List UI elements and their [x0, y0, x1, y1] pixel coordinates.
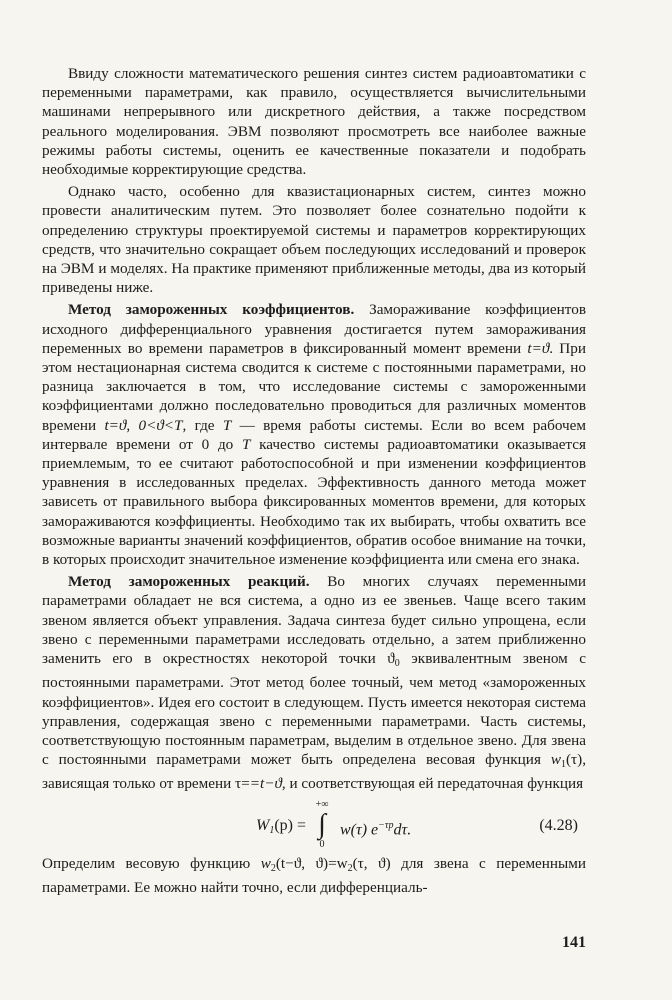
math-symbol: W [256, 816, 270, 834]
text-span: эквивалентным звеном с постоянными параметрами. Этот метод более точный, чем метод «замороженных коэффициентов». Идея его состоит в следующем. Пусть имеется некоторая система управления, содержащая звено с переменными параметрами. Часть системы, соответствующую постоянным параметрам, выделим в отдельное звено. Для звена с постоянными параметрами может быть определена весовая функция [42, 650, 586, 769]
paragraph-4 [42, 572, 586, 793]
paragraph-5 [42, 854, 586, 897]
text-span: (τ, ϑ) для звена с переменными параметрами. Ее можно найти точно, если дифференциаль- [42, 854, 586, 896]
text-span: (t−ϑ, ϑ)=w [275, 854, 348, 872]
math-symbol: (p) = [274, 816, 307, 834]
formula-integrand [340, 816, 411, 840]
math-symbol: w(τ) e [340, 820, 379, 838]
math-inline: T [222, 416, 232, 434]
formula-lhs [256, 816, 306, 840]
math-symbol: dτ. [393, 820, 412, 838]
body-text [42, 64, 586, 897]
paragraph-1: Ввиду сложности математического решения синтез систем радиоавтоматики с переменными параметрами, как правило, осуществляется вычислительными машинами непрерывного или дискретного действия, а также посредством реального моделирования. ЭВМ позволяют просмотреть все наиболее важные режимы работы системы, оценить ее качественные показатели и подобрать необходимые корректирующие средства. [42, 65, 586, 179]
subscript: 0 [394, 658, 400, 670]
text-span: (τ), зависящая только от времени τ= [42, 751, 586, 793]
subscript: 1 [269, 824, 275, 836]
subscript: 2 [347, 862, 353, 874]
math-inline: 0<ϑ<T [138, 416, 183, 434]
text-span: Во многих случаях переменными параметрами обладает не вся система, а одно из ее звеньев. Чаще всего таким звеном является объект управления. Задача синтеза будет сильно упрощена, если звено с переменными параметрами исследовать отдельно, а затем приближенно заменить его в окрестностях некоторой точки ϑ [42, 573, 586, 668]
text-span: Замораживание коэффициентов исходного дифференциального уравнения достигается путем замораживания переменных во времени параметров в фиксированный момент времени [42, 301, 586, 357]
math-inline: t=ϑ [104, 416, 127, 434]
lower-limit: 0 [319, 838, 325, 850]
equation-4-28 [42, 796, 586, 852]
text-span: , [126, 416, 139, 434]
text-span: , где [182, 416, 223, 434]
section-title-frozen-reactions: Метод замороженных реакций. [68, 573, 310, 591]
math-inline: w [260, 854, 271, 872]
math-inline: =t−ϑ [249, 775, 282, 793]
math-inline: t=ϑ [527, 339, 550, 357]
equation-number: (4.28) [539, 816, 578, 834]
text-span: Определим весовую функцию [42, 854, 261, 872]
subscript: 1 [560, 759, 566, 771]
paragraph-3 [42, 300, 586, 569]
math-inline: w [550, 751, 561, 769]
integral-sign [312, 800, 332, 850]
integral-symbol: ∫ [318, 808, 326, 840]
page-number: 141 [562, 934, 586, 951]
paragraph-2: Однако часто, особенно для квазистационарных систем, синтез можно провести аналитическим путем. Это позволяет более сознательно подойти к определению структуры проектируемой системы и параметров корректирующих средств, что значительно сокращает объем последующих исследований и проверок на ЭВМ и моделях. На практике применяют приближенные методы, два из который приведены ниже. [42, 183, 586, 297]
subscript: 2 [270, 862, 276, 874]
text-span: качество системы радиоавтоматики оказывается приемлемым, то ее считают работоспособной и при изменении коэффициентов уравнения в исследованных пределах. Эффективность данного метода может зависеть от правильного выбора фиксированных моментов времени, для которых замораживаются коэффициенты. Необходимо так их выбирать, чтобы охватить все возможные варианты значений коэффициентов, обратив особое внимание на точки, в которых происходит значительное изменение коэффициента или смена его знака. [42, 435, 586, 569]
text-span: , и соответствующая ей передаточная функция [281, 775, 584, 793]
math-inline: T [241, 435, 251, 453]
section-title-frozen-coefficients: Метод замороженных коэффициентов. [68, 301, 355, 319]
text-span: . При этом нестационарная система сводится к системе с постоянными параметрами, но разница заключается в том, что исследование системы с замороженными коэффициентами должно последовательно проводиться для различных моментов времени [42, 339, 586, 434]
superscript: −τp [378, 819, 394, 831]
text-span: — время работы системы. Если во всем рабочем интервале времени от 0 до [42, 416, 587, 453]
upper-limit: +∞ [315, 798, 329, 810]
